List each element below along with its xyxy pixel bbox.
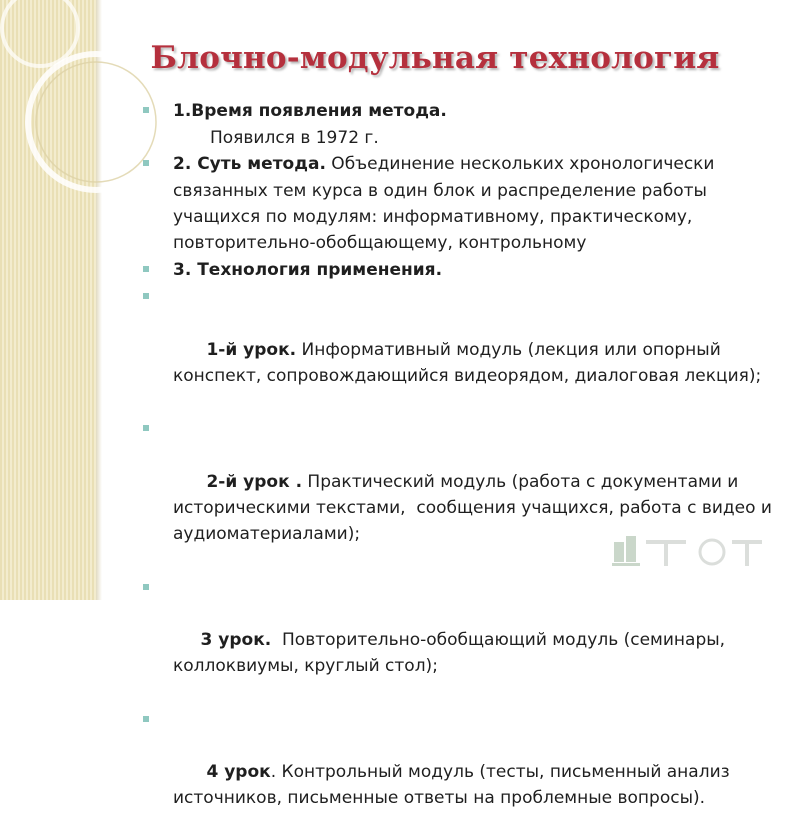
list-item (140, 707, 780, 838)
item-lead: 1-й урок. (194, 339, 297, 360)
bullet-icon (143, 160, 149, 166)
item-text: Повторительно-обобщающий модуль (семинары, коллоквиумы, круглый стол); (173, 630, 731, 677)
list-item (140, 98, 780, 124)
bullet-icon (143, 425, 149, 431)
item-text: Практический модуль (работа с документами и историческими текстами, сообщения учащихся, работа с видео и аудиоматериалами); (173, 471, 778, 545)
slide-title: Блочно-модульная технология (150, 40, 720, 76)
bullet-icon (143, 107, 149, 113)
item-lead: 4 урок (194, 762, 271, 783)
item-lead: 2. Суть метода. (173, 154, 326, 175)
list-item (140, 151, 780, 256)
slide-content (140, 98, 780, 839)
bullet-icon (143, 293, 149, 299)
list-item (140, 284, 780, 415)
list-item (140, 257, 780, 283)
bullet-icon (143, 584, 149, 590)
item-lead: 3. Технология применения. (173, 260, 443, 281)
bullet-icon (143, 716, 149, 722)
watermark-logo (612, 532, 772, 570)
item-lead: 3 урок. (194, 630, 272, 651)
item-text: Объединение нескольких хронологически связанных тем курса в один блок и распределение работы учащихся по модулям: информативному, практическому, повторительно-обобщающему, контрольному (173, 154, 715, 254)
item-text: Информативный модуль (лекция или опорный конспект, сопровождающийся видеорядом, диалоговая лекция); (173, 339, 762, 387)
item-subline: Появился в 1972 г. (210, 128, 379, 149)
list-item (140, 575, 780, 706)
bullet-icon (143, 266, 149, 272)
item-lead: 1.Время появления метода. (173, 101, 447, 121)
item-text: . Контрольный модуль (тесты, письменный анализ источников, письменные ответы на проблемные вопросы). (173, 762, 736, 809)
item-lead: 2-й урок . (194, 471, 303, 492)
